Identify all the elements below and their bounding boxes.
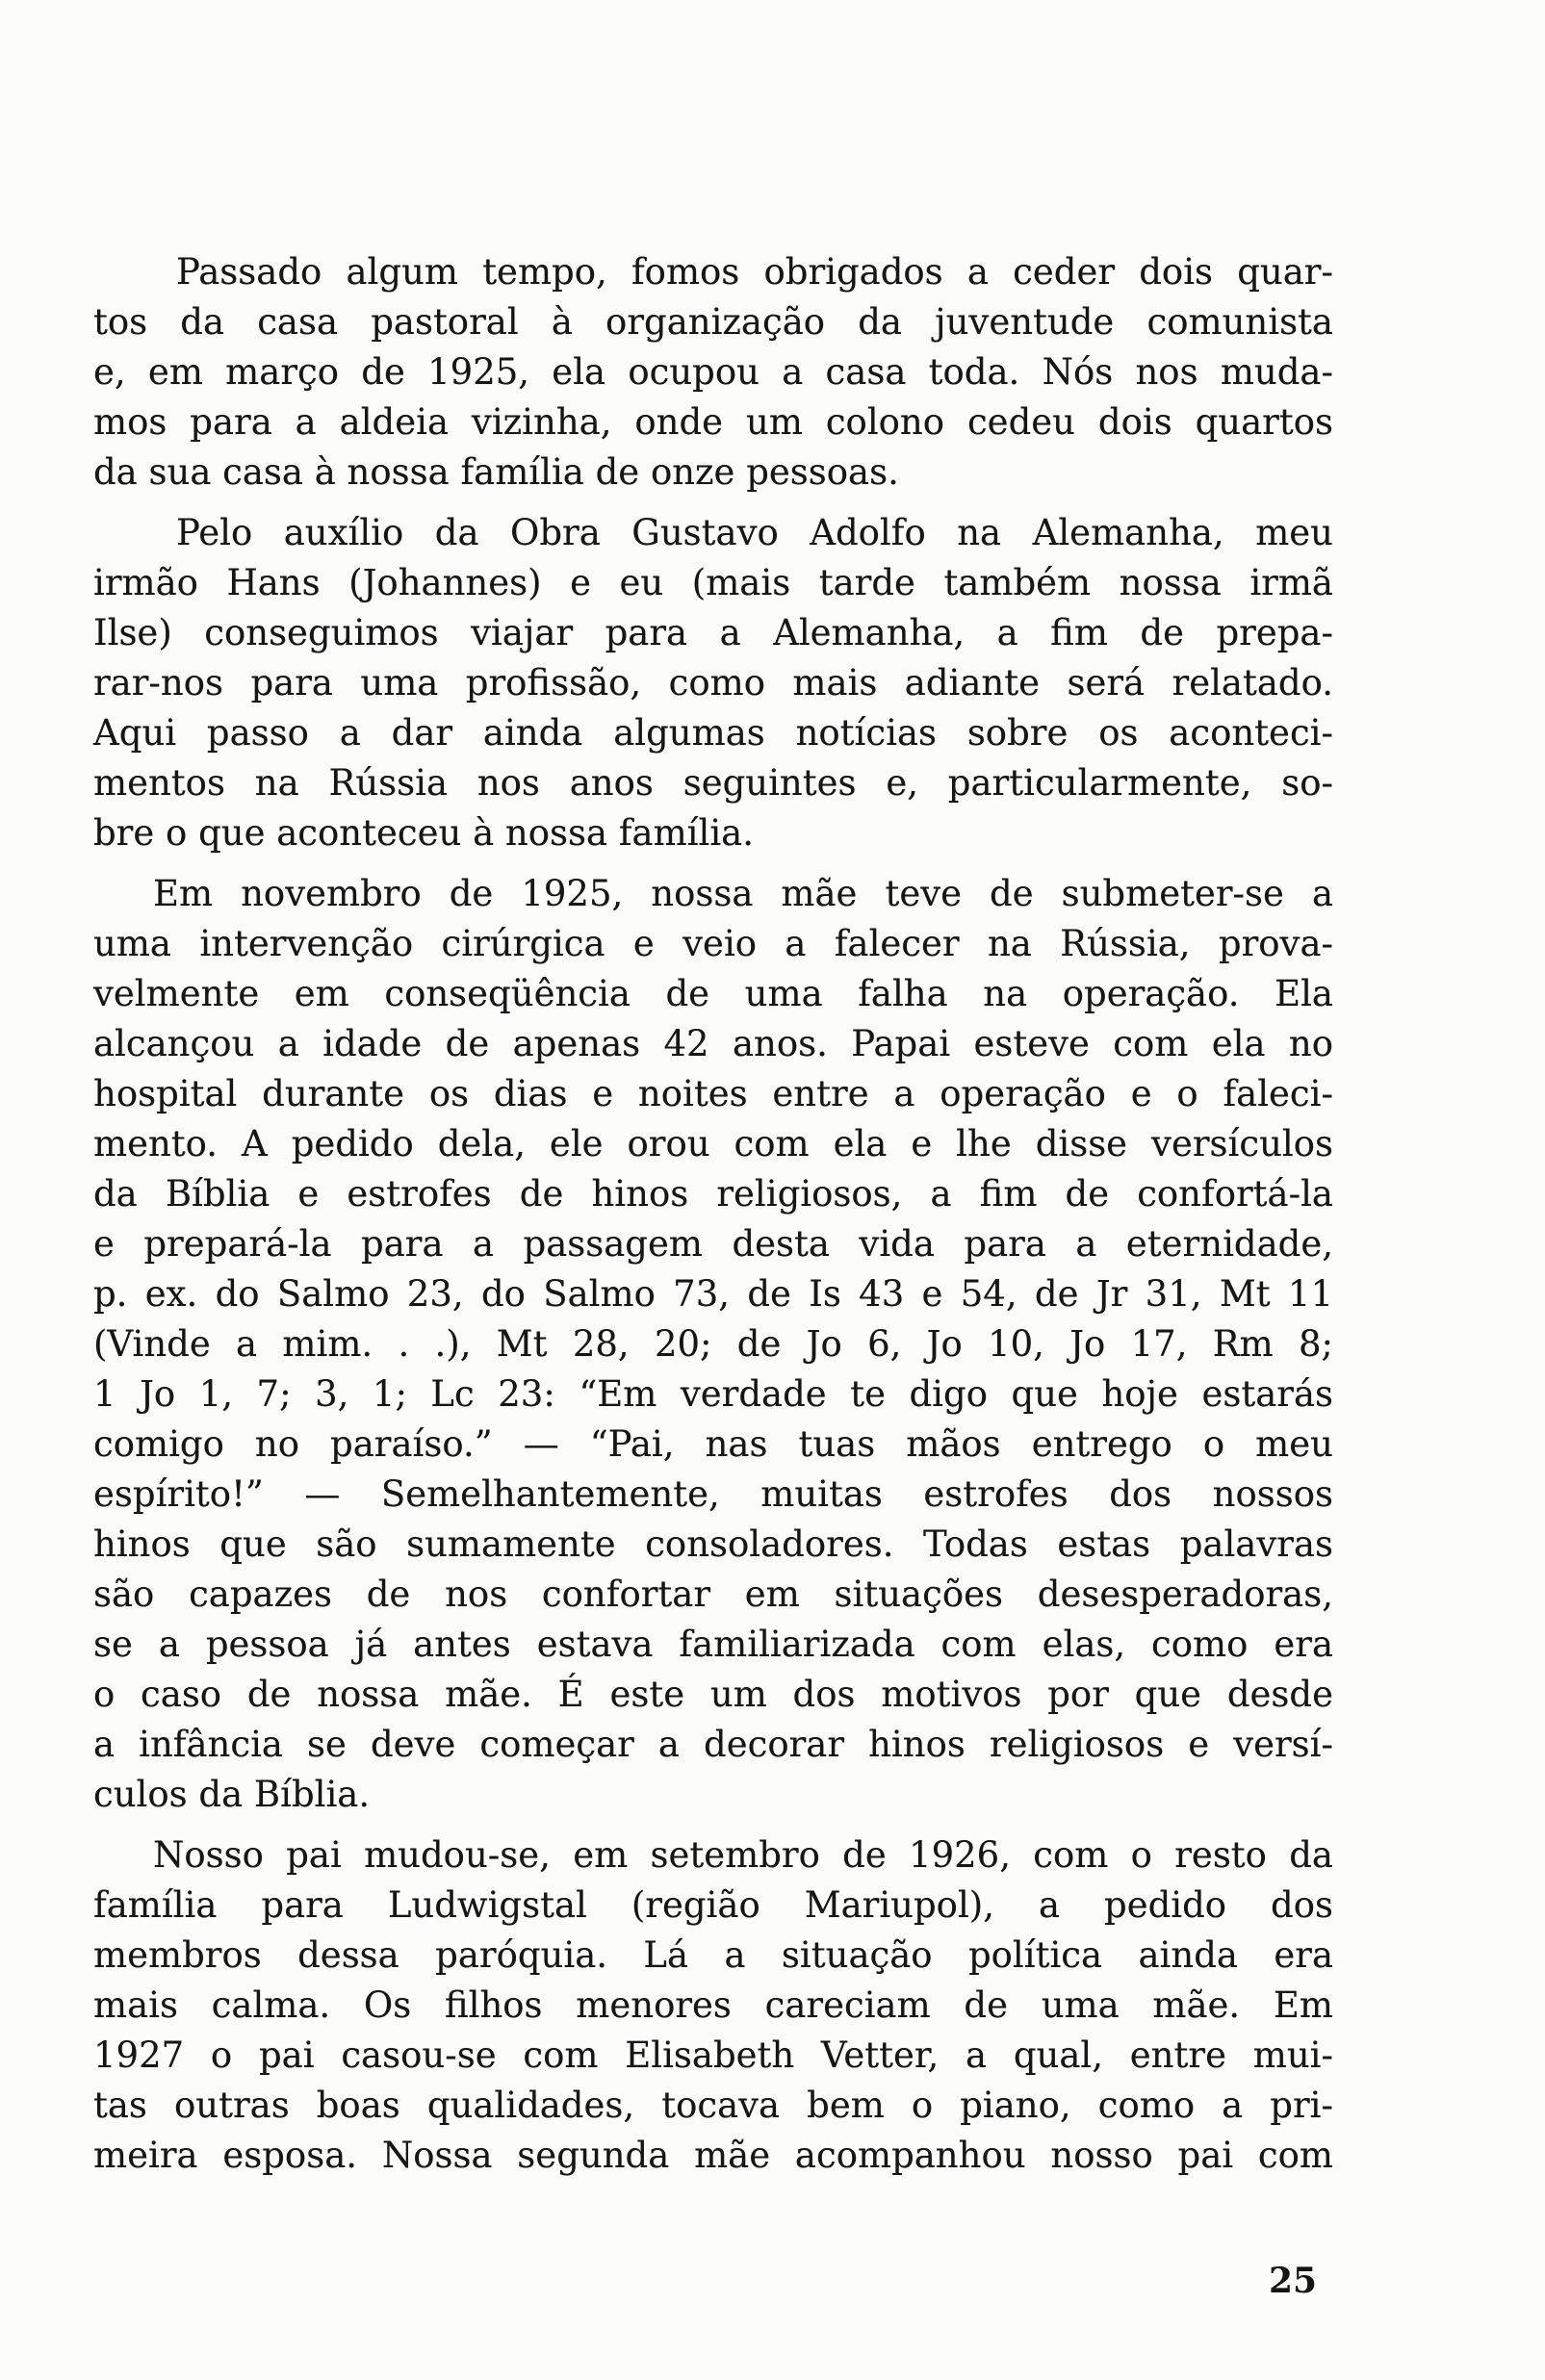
text-line: o caso de nossa mãe. É este um dos motivos por que desde bbox=[93, 1674, 1333, 1715]
text-line: hinos que são sumamente consoladores. Todas estas palavras bbox=[93, 1523, 1333, 1565]
text-line: da sua casa à nossa família de onze pessoas. bbox=[93, 451, 899, 493]
text-line: membros dessa paróquia. Lá a situação política ainda era bbox=[93, 1934, 1333, 1976]
text-line: mentos na Rússia nos anos seguintes e, particularmente, so- bbox=[93, 762, 1333, 804]
text-line: 1927 o pai casou-se com Elisabeth Vetter, a qual, entre mui- bbox=[93, 2035, 1333, 2076]
text-line: 1 Jo 1, 7; 3, 1; Lc 23: “Em verdade te digo que hoje estarás bbox=[93, 1373, 1333, 1415]
text-line: culos da Bíblia. bbox=[93, 1774, 371, 1815]
text-line: mos para a aldeia vizinha, onde um colono cedeu dois quartos bbox=[93, 401, 1333, 443]
paragraph-1 bbox=[93, 247, 1333, 498]
text-line: espírito!” — Semelhantemente, muitas estrofes dos nossos bbox=[93, 1473, 1333, 1515]
text-line: se a pessoa já antes estava familiarizada com elas, como era bbox=[93, 1624, 1333, 1665]
text-line: mais calma. Os filhos menores careciam de uma mãe. Em bbox=[93, 1984, 1333, 2026]
text-line: da Bíblia e estrofes de hinos religiosos, a fim de confortá-la bbox=[93, 1173, 1333, 1215]
text-line: família para Ludwigstal (região Mariupol), a pedido dos bbox=[93, 1884, 1333, 1926]
text-line: comigo no paraíso.” — “Pai, nas tuas mãos entrego o meu bbox=[93, 1423, 1333, 1465]
text-line: tas outras boas qualidades, tocava bem o piano, como a pri- bbox=[93, 2085, 1333, 2126]
text-line: Passado algum tempo, fomos obrigados a ceder dois quar- bbox=[176, 251, 1333, 293]
text-line: meira esposa. Nossa segunda mãe acompanhou nosso pai com bbox=[93, 2135, 1333, 2176]
text-line: tos da casa pastoral à organização da juventude comunista bbox=[93, 301, 1333, 343]
text-line: (Vinde a mim. . .), Mt 28, 20; de Jo 6, Jo 10, Jo 17, Rm 8; bbox=[93, 1323, 1333, 1365]
text-line: Em novembro de 1925, nossa mãe teve de submeter-se a bbox=[153, 873, 1333, 914]
text-line: uma intervenção cirúrgica e veio a falecer na Rússia, prova- bbox=[93, 923, 1333, 964]
text-line: Ilse) conseguimos viajar para a Alemanha, a fim de prepa- bbox=[93, 612, 1333, 653]
text-line: p. ex. do Salmo 23, do Salmo 73, de Is 43 e 54, de Jr 31, Mt 11 bbox=[93, 1273, 1333, 1315]
page-number: 25 bbox=[1269, 2261, 1318, 2301]
text-line: Aqui passo a dar ainda algumas notícias sobre os aconteci- bbox=[93, 712, 1333, 754]
text-line: Nosso pai mudou-se, em setembro de 1926, com o resto da bbox=[153, 1834, 1333, 1876]
text-line: e, em março de 1925, ela ocupou a casa toda. Nós nos muda- bbox=[93, 351, 1333, 393]
paragraph-2 bbox=[93, 508, 1333, 858]
text-line: e prepará-la para a passagem desta vida para a eternidade, bbox=[93, 1223, 1333, 1265]
text-line: alcançou a idade de apenas 42 anos. Papai esteve com ela no bbox=[93, 1023, 1333, 1064]
paragraph-4 bbox=[93, 1830, 1333, 2181]
paragraph-3 bbox=[93, 869, 1333, 1820]
text-line: Pelo auxílio da Obra Gustavo Adolfo na Alemanha, meu bbox=[176, 512, 1333, 553]
text-line: irmão Hans (Johannes) e eu (mais tarde também nossa irmã bbox=[93, 562, 1333, 603]
text-line: rar-nos para uma profissão, como mais adiante será relatado. bbox=[93, 662, 1333, 704]
text-line: a infância se deve começar a decorar hinos religiosos e versí- bbox=[93, 1724, 1333, 1765]
text-line: velmente em conseqüência de uma falha na operação. Ela bbox=[93, 973, 1333, 1014]
text-line: são capazes de nos confortar em situações desesperadoras, bbox=[93, 1574, 1333, 1615]
text-line: hospital durante os dias e noites entre a operação e o faleci- bbox=[93, 1073, 1333, 1114]
text-line: bre o que aconteceu à nossa família. bbox=[93, 812, 754, 854]
text-line: mento. A pedido dela, ele orou com ela e lhe disse versículos bbox=[93, 1123, 1333, 1164]
text-block bbox=[93, 247, 1333, 2181]
